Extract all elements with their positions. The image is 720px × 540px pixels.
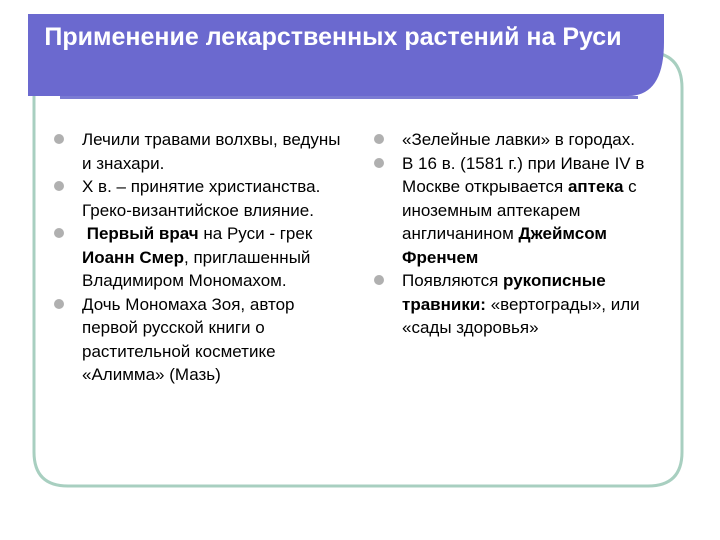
bold-term: рукописные травники: [402,271,606,314]
right-bullet-list [372,128,662,340]
bullet-dot-icon [374,275,384,285]
list-item-text: «вертограды», или «сады здоровья» [402,294,640,337]
list-item-text: Дочь Мономаха Зоя, автор первой русской книги о растительной косметике «Алимма» (Мазь) [82,294,295,384]
bold-name: Иоанн Смер [82,247,185,267]
bullet-dot-icon [54,134,64,144]
title-underline [60,96,638,99]
list-item-text: Появляются [402,271,504,290]
list-item-text: на Руси - грек [198,224,313,243]
left-bullet-list [52,128,352,387]
list-item-text: «Зелейные лавки» в городах. [402,130,635,149]
list-item [52,222,352,293]
list-item [52,175,352,222]
bullet-dot-icon [374,158,384,168]
list-item-text: с иноземным аптекарем англичанином [402,177,637,243]
left-column [52,128,352,387]
right-column [372,128,662,340]
bullet-dot-icon [54,299,64,309]
list-item [52,128,352,175]
list-item-text: Лечили травами волхвы, ведуны и знахари. [82,130,341,173]
list-item-text: , приглашенный Владимиром Мономахом. [82,247,311,290]
bullet-dot-icon [54,181,64,191]
list-item [372,128,662,152]
list-item [372,152,662,270]
bullet-dot-icon [54,228,64,238]
list-item-text: В 16 в. (1581 г.) при Иване IV в Москве открывается [402,153,645,196]
list-item [372,269,662,340]
bullet-dot-icon [374,134,384,144]
list-item-text: X в. – принятие христианства. Греко-византийское влияние. [82,177,321,220]
bold-term: аптека [567,177,624,196]
bold-term: Первый врач [86,224,199,243]
list-item [52,293,352,387]
bold-name: Джеймсом Френчем [402,224,607,267]
slide-title: Применение лекарственных растений на Руси [44,23,622,51]
